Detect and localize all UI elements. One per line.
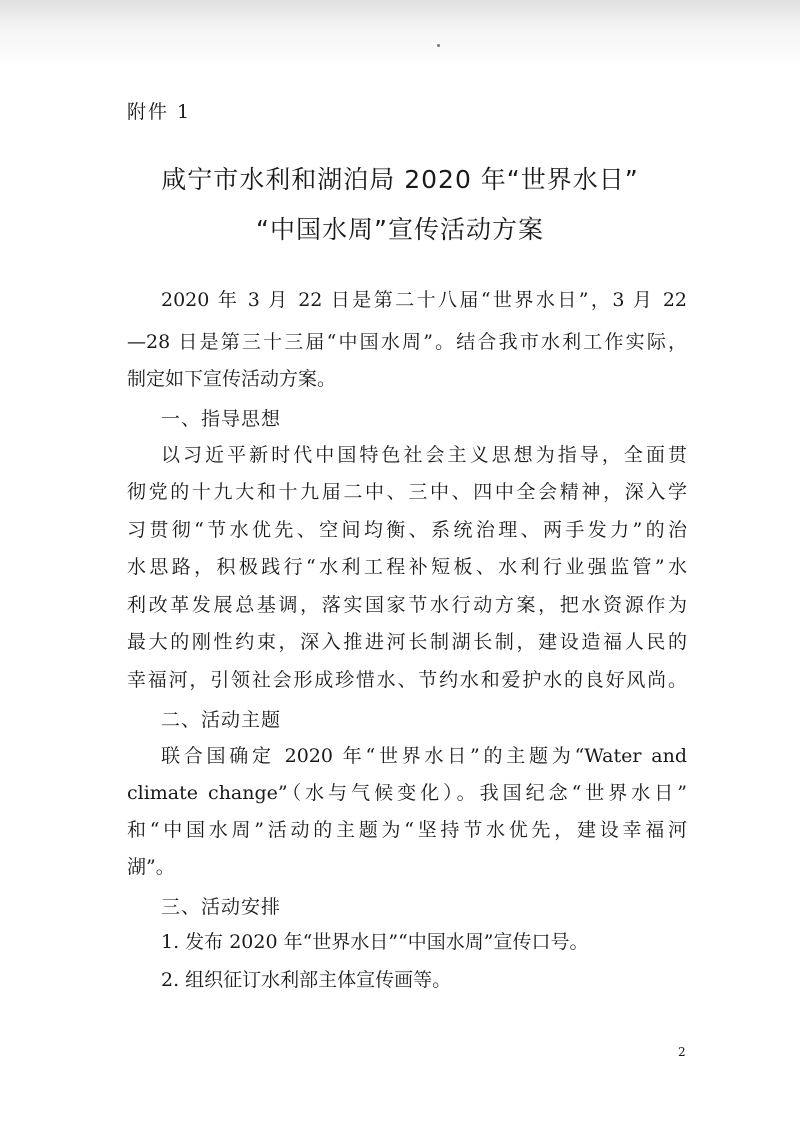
- section1-line: 水思路，积极践行“水利工程补短板、水利行业强监管”水: [127, 556, 687, 578]
- section1-line: 习贯彻“节水优先、空间均衡、系统治理、两手发力”的治: [127, 519, 687, 541]
- section2-line: 和“中国水周”活动的主题为“坚持节水优先，建设幸福河: [127, 819, 687, 841]
- arrangement-item: 2. 组织征订水利部主体宣传画等。: [161, 969, 452, 991]
- section1-line: 最大的刚性约束，深入推进河长制湖长制，建设造福人民的: [127, 631, 687, 653]
- intro-line-2: —28 日是第三十三届“中国水周”。结合我市水利工作实际，: [127, 331, 687, 353]
- section-heading-activity-theme: 二、活动主题: [161, 709, 282, 731]
- section2-line: climate change”（水与气候变化）。我国纪念“世界水日”: [127, 782, 687, 804]
- section-heading-activity-arrangement: 三、活动安排: [161, 896, 282, 918]
- section1-line: 利改革发展总基调，落实国家节水行动方案，把水资源作为: [127, 594, 687, 616]
- document-title-line-1: 咸宁市水利和湖泊局 2020 年“世界水日”: [161, 165, 639, 194]
- scan-speck: [437, 44, 440, 47]
- section2-line: 湖”。: [127, 856, 175, 878]
- intro-line-1: 2020 年 3 月 22 日是第二十八届“世界水日”，3 月 22: [161, 289, 687, 311]
- section1-line: 以习近平新时代中国特色社会主义思想为指导，全面贯: [161, 444, 687, 466]
- intro-line-3: 制定如下宣传活动方案。: [127, 368, 337, 390]
- section-heading-guiding-ideology: 一、指导思想: [161, 408, 282, 430]
- section1-line: 彻党的十九大和十九届二中、三中、四中全会精神，深入学: [127, 481, 687, 503]
- scan-shadow: [0, 0, 800, 70]
- arrangement-item: 1. 发布 2020 年“世界水日”“中国水周”宣传口号。: [161, 931, 589, 953]
- section1-line: 幸福河，引领社会形成珍惜水、节约水和爱护水的良好风尚。: [127, 669, 687, 691]
- section2-line: 联合国确定 2020 年“世界水日”的主题为“Water and: [161, 745, 687, 767]
- attachment-label: 附件 1: [127, 101, 192, 123]
- page-number: 2: [678, 1045, 686, 1059]
- document-title-line-2: “中国水周”宣传活动方案: [256, 215, 544, 244]
